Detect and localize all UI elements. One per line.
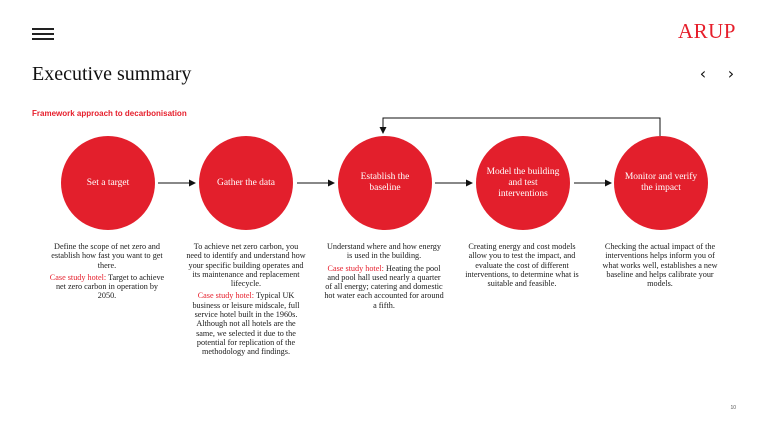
description-text: Understand where and how energy is used in the building. [327, 242, 441, 261]
description-text: To achieve net zero carbon, you need to identify and understand how your specific building operates and its maintenance and replacement lifecycle. [186, 242, 306, 289]
case-study-label: Case study hotel: [49, 272, 107, 282]
step-monitor-verify[interactable]: Monitor and verify the impact [614, 136, 708, 230]
step-set-target-description [48, 242, 166, 304]
step-model-building-description [460, 242, 584, 291]
description-text: Define the scope of net zero and establish how fast you want to get there. [51, 242, 163, 270]
step-gather-data[interactable]: Gather the data [199, 136, 293, 230]
case-study-label: Case study hotel: [197, 291, 255, 301]
feedback-loop-arrow [383, 118, 660, 136]
step-monitor-verify-description [598, 242, 722, 291]
description-text: Checking the actual impact of the interventions helps inform you of what works well, establishes a new baseline and helps calibrate your models. [602, 242, 718, 289]
chevron-left-icon[interactable]: ‹ [699, 64, 707, 83]
step-gather-data-description [186, 242, 306, 360]
step-model-building[interactable]: Model the building and test interventions [476, 136, 570, 230]
page-number: 10 [730, 405, 736, 411]
chevron-right-icon[interactable]: › [727, 64, 735, 83]
case-study-text: Target to achieve net zero carbon in operation by 2050. [55, 272, 165, 301]
case-study-label: Case study hotel: [327, 263, 384, 273]
description-text: Creating energy and cost models allow you to test the impact, and evaluate the cost of different interventions, to determine what is suitable and feasible. [465, 242, 579, 289]
section-subtitle: Framework approach to decarbonisation [32, 109, 187, 118]
case-study-text: Typical UK business or leisure midscale, full service hotel built in the 1960s. Although not all hotels are the same, we selected it due to the potential for replication of the methodology and findings. [192, 291, 300, 357]
step-establish-baseline-description [324, 242, 444, 313]
step-establish-baseline[interactable]: Establish the baseline [338, 136, 432, 230]
case-study-text: Heating the pool and pool hall used nearly a quarter of all energy; catering and domestic hot water each accounted for around a fifth. [324, 263, 444, 310]
arup-logo: ARUP [677, 19, 736, 43]
page-title: Executive summary [32, 63, 192, 85]
step-set-target[interactable]: Set a target [61, 136, 155, 230]
